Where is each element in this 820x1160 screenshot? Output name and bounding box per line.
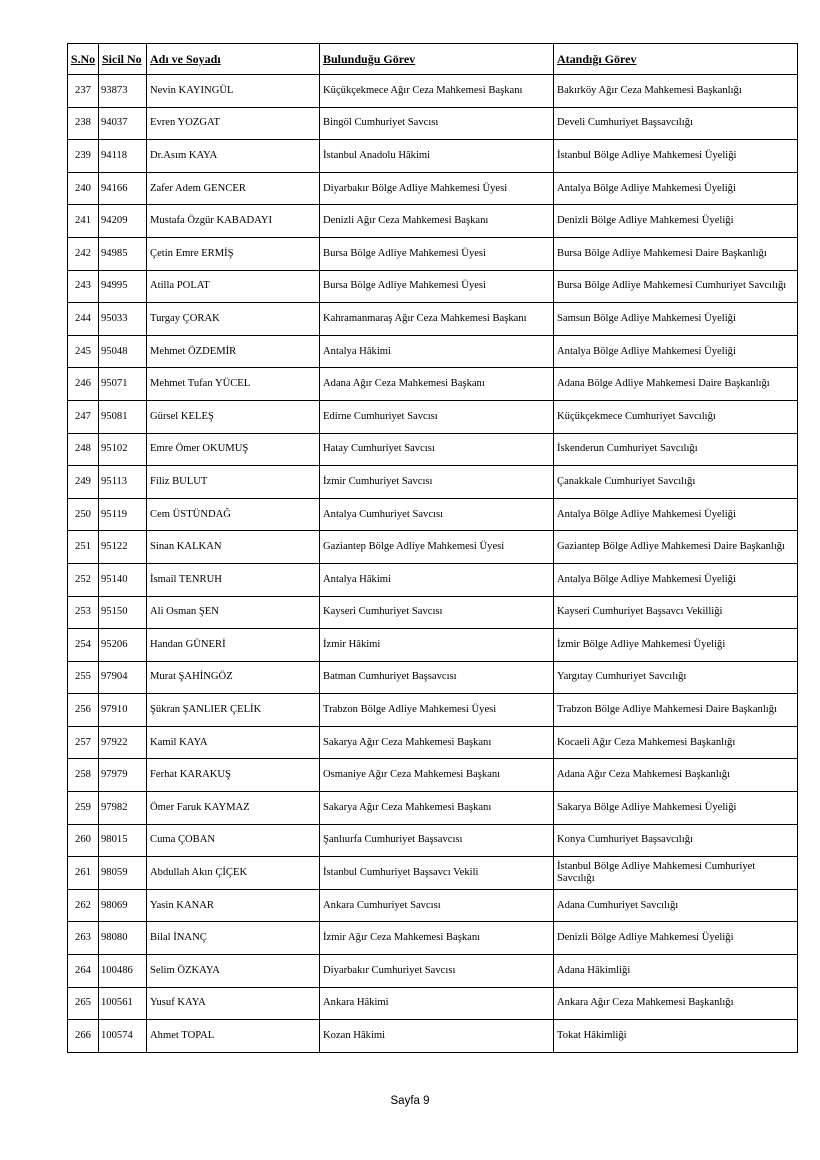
cell-current-position: Adana Ağır Ceza Mahkemesi Başkanı [320, 368, 554, 401]
cell-assigned-position: Trabzon Bölge Adliye Mahkemesi Daire Başkanlığı [554, 694, 798, 727]
cell-sno: 240 [68, 172, 99, 205]
cell-sicil: 94118 [99, 140, 147, 173]
header-assigned-position: Atandığı Görev [554, 44, 798, 75]
cell-sicil: 98080 [99, 922, 147, 955]
table-row [68, 987, 798, 1020]
cell-sno: 254 [68, 629, 99, 662]
cell-assigned-position: Adana Bölge Adliye Mahkemesi Daire Başkanlığı [554, 368, 798, 401]
cell-assigned-position: İzmir Bölge Adliye Mahkemesi Üyeliği [554, 629, 798, 662]
cell-name: Cem ÜSTÜNDAĞ [147, 498, 320, 531]
cell-sicil: 97979 [99, 759, 147, 792]
appointments-table [67, 43, 798, 1053]
cell-sicil: 95033 [99, 303, 147, 336]
cell-sicil: 95081 [99, 400, 147, 433]
cell-assigned-position: Antalya Bölge Adliye Mahkemesi Üyeliği [554, 172, 798, 205]
cell-sno: 255 [68, 661, 99, 694]
cell-current-position: Antalya Hâkimi [320, 335, 554, 368]
cell-sno: 250 [68, 498, 99, 531]
cell-sno: 257 [68, 726, 99, 759]
cell-sno: 245 [68, 335, 99, 368]
cell-sicil: 94037 [99, 107, 147, 140]
table-row [68, 792, 798, 825]
table-row [68, 629, 798, 662]
table-row [68, 531, 798, 564]
table-row [68, 433, 798, 466]
cell-name: Atilla POLAT [147, 270, 320, 303]
cell-assigned-position: Ankara Ağır Ceza Mahkemesi Başkanlığı [554, 987, 798, 1020]
cell-current-position: Ankara Hâkimi [320, 987, 554, 1020]
cell-current-position: Osmaniye Ağır Ceza Mahkemesi Başkanı [320, 759, 554, 792]
cell-current-position: Küçükçekmece Ağır Ceza Mahkemesi Başkanı [320, 75, 554, 108]
cell-current-position: İstanbul Cumhuriyet Başsavcı Vekili [320, 857, 554, 890]
table-row [68, 726, 798, 759]
cell-sicil: 93873 [99, 75, 147, 108]
cell-sicil: 95206 [99, 629, 147, 662]
cell-sicil: 95140 [99, 563, 147, 596]
cell-sicil: 100574 [99, 1020, 147, 1053]
cell-sicil: 94985 [99, 237, 147, 270]
cell-sno: 242 [68, 237, 99, 270]
cell-assigned-position: İstanbul Bölge Adliye Mahkemesi Üyeliği [554, 140, 798, 173]
table-row [68, 824, 798, 857]
header-sno: S.No [68, 44, 99, 75]
cell-sicil: 95102 [99, 433, 147, 466]
cell-name: Abdullah Akın ÇİÇEK [147, 857, 320, 890]
cell-sicil: 97910 [99, 694, 147, 727]
table-body [68, 75, 798, 1053]
cell-current-position: İstanbul Anadolu Hâkimi [320, 140, 554, 173]
cell-sno: 252 [68, 563, 99, 596]
cell-assigned-position: Kocaeli Ağır Ceza Mahkemesi Başkanlığı [554, 726, 798, 759]
cell-assigned-position: Denizli Bölge Adliye Mahkemesi Üyeliği [554, 205, 798, 238]
table-row [68, 140, 798, 173]
cell-name: Mustafa Özgür KABADAYI [147, 205, 320, 238]
cell-assigned-position: Sakarya Bölge Adliye Mahkemesi Üyeliği [554, 792, 798, 825]
cell-sno: 263 [68, 922, 99, 955]
table-row [68, 889, 798, 922]
cell-assigned-position: Samsun Bölge Adliye Mahkemesi Üyeliği [554, 303, 798, 336]
cell-sno: 258 [68, 759, 99, 792]
cell-sicil: 95122 [99, 531, 147, 564]
cell-name: Cuma ÇOBAN [147, 824, 320, 857]
cell-sicil: 100561 [99, 987, 147, 1020]
cell-current-position: Bursa Bölge Adliye Mahkemesi Üyesi [320, 270, 554, 303]
cell-assigned-position: Çanakkale Cumhuriyet Savcılığı [554, 466, 798, 499]
cell-name: Ferhat KARAKUŞ [147, 759, 320, 792]
cell-current-position: İzmir Ağır Ceza Mahkemesi Başkanı [320, 922, 554, 955]
table-row [68, 922, 798, 955]
cell-assigned-position: Denizli Bölge Adliye Mahkemesi Üyeliği [554, 922, 798, 955]
cell-assigned-position: Adana Ağır Ceza Mahkemesi Başkanlığı [554, 759, 798, 792]
cell-name: İsmail TENRUH [147, 563, 320, 596]
cell-current-position: Sakarya Ağır Ceza Mahkemesi Başkanı [320, 792, 554, 825]
cell-assigned-position: Antalya Bölge Adliye Mahkemesi Üyeliği [554, 498, 798, 531]
cell-assigned-position: Bakırköy Ağır Ceza Mahkemesi Başkanlığı [554, 75, 798, 108]
header-current-position: Bulunduğu Görev [320, 44, 554, 75]
table-row [68, 661, 798, 694]
cell-assigned-position: Bursa Bölge Adliye Mahkemesi Cumhuriyet Savcılığı [554, 270, 798, 303]
cell-assigned-position: Yargıtay Cumhuriyet Savcılığı [554, 661, 798, 694]
cell-current-position: Kahramanmaraş Ağır Ceza Mahkemesi Başkanı [320, 303, 554, 336]
header-name: Adı ve Soyadı [147, 44, 320, 75]
cell-name: Gürsel KELEŞ [147, 400, 320, 433]
cell-current-position: Kayseri Cumhuriyet Savcısı [320, 596, 554, 629]
cell-sicil: 98015 [99, 824, 147, 857]
cell-current-position: Batman Cumhuriyet Başsavcısı [320, 661, 554, 694]
cell-name: Bilal İNANÇ [147, 922, 320, 955]
table-row [68, 303, 798, 336]
cell-name: Selim ÖZKAYA [147, 955, 320, 988]
cell-current-position: Trabzon Bölge Adliye Mahkemesi Üyesi [320, 694, 554, 727]
table-row [68, 237, 798, 270]
cell-current-position: Denizli Ağır Ceza Mahkemesi Başkanı [320, 205, 554, 238]
cell-sicil: 95071 [99, 368, 147, 401]
cell-name: Şükran ŞANLIER ÇELİK [147, 694, 320, 727]
cell-current-position: Bingöl Cumhuriyet Savcısı [320, 107, 554, 140]
cell-name: Ali Osman ŞEN [147, 596, 320, 629]
table-row [68, 205, 798, 238]
table-row [68, 172, 798, 205]
cell-assigned-position: İstanbul Bölge Adliye Mahkemesi Cumhuriyet Savcılığı [554, 857, 798, 890]
cell-sno: 239 [68, 140, 99, 173]
cell-sicil: 98069 [99, 889, 147, 922]
table-row [68, 857, 798, 890]
table-row [68, 107, 798, 140]
table-row [68, 335, 798, 368]
cell-sno: 243 [68, 270, 99, 303]
cell-sicil: 94995 [99, 270, 147, 303]
cell-name: Turgay ÇORAK [147, 303, 320, 336]
cell-current-position: Sakarya Ağır Ceza Mahkemesi Başkanı [320, 726, 554, 759]
cell-name: Filiz BULUT [147, 466, 320, 499]
cell-sno: 249 [68, 466, 99, 499]
cell-sno: 265 [68, 987, 99, 1020]
cell-assigned-position: Küçükçekmece Cumhuriyet Savcılığı [554, 400, 798, 433]
cell-sicil: 97982 [99, 792, 147, 825]
cell-assigned-position: Tokat Hâkimliği [554, 1020, 798, 1053]
cell-sno: 251 [68, 531, 99, 564]
table-row [68, 270, 798, 303]
cell-assigned-position: Adana Hâkimliği [554, 955, 798, 988]
table-row [68, 759, 798, 792]
cell-current-position: Antalya Hâkimi [320, 563, 554, 596]
cell-current-position: Edirne Cumhuriyet Savcısı [320, 400, 554, 433]
cell-assigned-position: İskenderun Cumhuriyet Savcılığı [554, 433, 798, 466]
table-row [68, 596, 798, 629]
cell-name: Zafer Adem GENCER [147, 172, 320, 205]
cell-name: Mehmet Tufan YÜCEL [147, 368, 320, 401]
cell-sno: 253 [68, 596, 99, 629]
cell-sno: 246 [68, 368, 99, 401]
cell-sno: 237 [68, 75, 99, 108]
cell-current-position: İzmir Hâkimi [320, 629, 554, 662]
cell-current-position: İzmir Cumhuriyet Savcısı [320, 466, 554, 499]
cell-sicil: 95119 [99, 498, 147, 531]
cell-sicil: 94209 [99, 205, 147, 238]
table-row [68, 466, 798, 499]
cell-sicil: 95113 [99, 466, 147, 499]
cell-sicil: 97904 [99, 661, 147, 694]
page-number: Sayfa 9 [390, 1095, 430, 1107]
cell-name: Ömer Faruk KAYMAZ [147, 792, 320, 825]
cell-sno: 248 [68, 433, 99, 466]
table-row [68, 498, 798, 531]
cell-name: Sinan KALKAN [147, 531, 320, 564]
cell-assigned-position: Bursa Bölge Adliye Mahkemesi Daire Başkanlığı [554, 237, 798, 270]
cell-sno: 266 [68, 1020, 99, 1053]
cell-name: Çetin Emre ERMİŞ [147, 237, 320, 270]
cell-sno: 262 [68, 889, 99, 922]
table-row [68, 1020, 798, 1053]
cell-current-position: Gaziantep Bölge Adliye Mahkemesi Üyesi [320, 531, 554, 564]
table-row [68, 75, 798, 108]
cell-assigned-position: Konya Cumhuriyet Başsavcılığı [554, 824, 798, 857]
cell-assigned-position: Adana Cumhuriyet Savcılığı [554, 889, 798, 922]
table-row [68, 955, 798, 988]
cell-name: Dr.Asım KAYA [147, 140, 320, 173]
table-row [68, 400, 798, 433]
cell-assigned-position: Antalya Bölge Adliye Mahkemesi Üyeliği [554, 563, 798, 596]
cell-name: Murat ŞAHİNGÖZ [147, 661, 320, 694]
cell-name: Yusuf KAYA [147, 987, 320, 1020]
cell-sno: 261 [68, 857, 99, 890]
cell-sno: 256 [68, 694, 99, 727]
cell-name: Yasin KANAR [147, 889, 320, 922]
cell-name: Kamil KAYA [147, 726, 320, 759]
cell-sno: 244 [68, 303, 99, 336]
cell-sno: 259 [68, 792, 99, 825]
cell-assigned-position: Kayseri Cumhuriyet Başsavcı Vekilliği [554, 596, 798, 629]
cell-current-position: Şanlıurfa Cumhuriyet Başsavcısı [320, 824, 554, 857]
cell-sicil: 97922 [99, 726, 147, 759]
cell-sno: 247 [68, 400, 99, 433]
table-row [68, 694, 798, 727]
cell-name: Handan GÜNERİ [147, 629, 320, 662]
cell-current-position: Diyarbakır Bölge Adliye Mahkemesi Üyesi [320, 172, 554, 205]
cell-sicil: 100486 [99, 955, 147, 988]
header-sicil: Sicil No [99, 44, 147, 75]
cell-sno: 264 [68, 955, 99, 988]
cell-sno: 241 [68, 205, 99, 238]
cell-assigned-position: Gaziantep Bölge Adliye Mahkemesi Daire Başkanlığı [554, 531, 798, 564]
table-header-row [68, 44, 798, 75]
cell-sno: 238 [68, 107, 99, 140]
cell-name: Evren YOZGAT [147, 107, 320, 140]
cell-current-position: Diyarbakır Cumhuriyet Savcısı [320, 955, 554, 988]
cell-current-position: Ankara Cumhuriyet Savcısı [320, 889, 554, 922]
cell-assigned-position: Develi Cumhuriyet Başsavcılığı [554, 107, 798, 140]
table-row [68, 563, 798, 596]
cell-name: Emre Ömer OKUMUŞ [147, 433, 320, 466]
cell-current-position: Kozan Hâkimi [320, 1020, 554, 1053]
cell-name: Nevin KAYINGÜL [147, 75, 320, 108]
cell-sicil: 95150 [99, 596, 147, 629]
cell-current-position: Hatay Cumhuriyet Savcısı [320, 433, 554, 466]
cell-current-position: Antalya Cumhuriyet Savcısı [320, 498, 554, 531]
cell-sicil: 95048 [99, 335, 147, 368]
cell-assigned-position: Antalya Bölge Adliye Mahkemesi Üyeliği [554, 335, 798, 368]
cell-name: Mehmet ÖZDEMİR [147, 335, 320, 368]
cell-sicil: 98059 [99, 857, 147, 890]
cell-sicil: 94166 [99, 172, 147, 205]
cell-current-position: Bursa Bölge Adliye Mahkemesi Üyesi [320, 237, 554, 270]
table-row [68, 368, 798, 401]
cell-name: Ahmet TOPAL [147, 1020, 320, 1053]
cell-sno: 260 [68, 824, 99, 857]
